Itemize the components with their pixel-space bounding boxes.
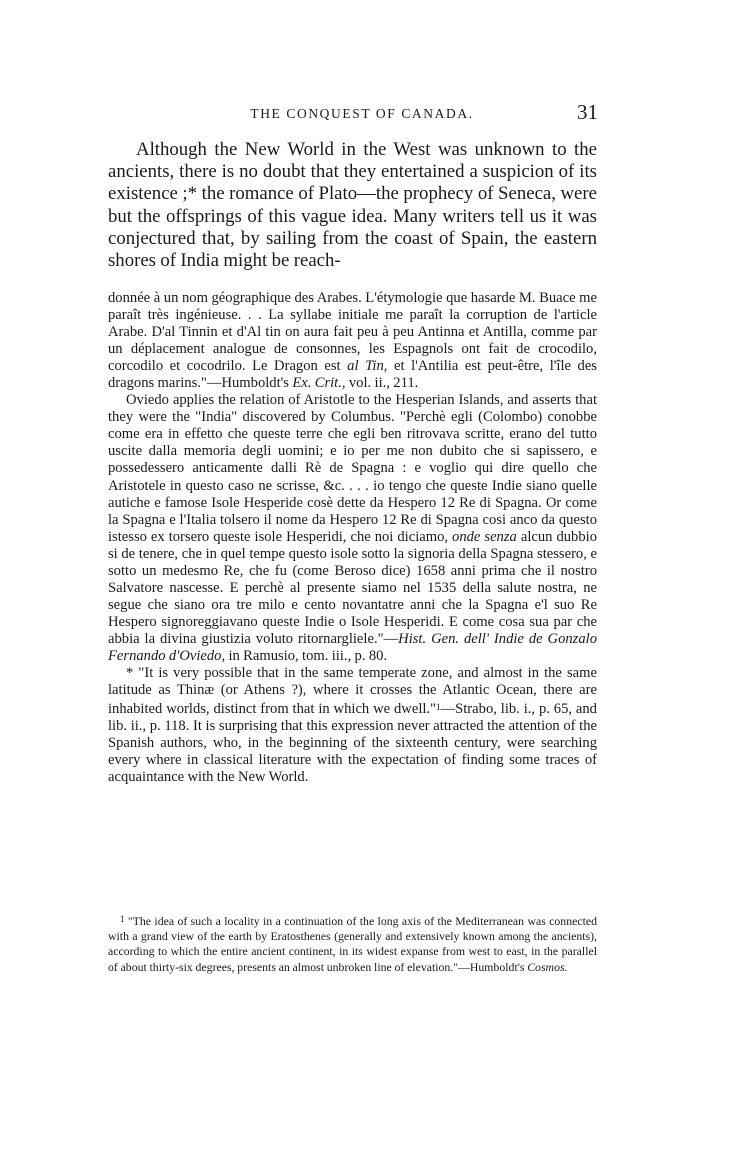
footnote-text: —Strabo, lib. i., p. 65, and lib. ii., p. 118. It is surprising that this expression never attracted the attention of the Spanish authors, who, in the beginning of the sixteenth century, were searching every where in classical literature with the expectation of finding some traces of acquaintance with the New World. — [108, 701, 597, 786]
footnote-italic: al Tin — [347, 358, 384, 375]
footnote-text: , in Ramusio, tom. iii., p. 80. — [221, 647, 388, 664]
footnote-reference-mark: 1 — [436, 702, 441, 713]
footnote-text: Oviedo applies the relation of Aristotle to the Hesperian Islands, and asserts that they were the "India" discovered by Columbus. "Perchè egli (Colombo) conobbe come era in effetto che queste terre che egli ben ritrovava scritte, erano del tutto uscite dalla memoria degli uomini; e io per me non dubito che si sapissero, e possedessero anticamente dalli Rè de Spagna : e voglio qui dire quello che Aristotele in questo caso ne scrisse, &c. . . . io tengo che queste Indie siano quelle autiche e famose Isole Hesperide cosè dette da Hespero 12 Re di Spagna. Or come la Spagna e l'Italia tolsero il nome da Hespero 12 Re di Spagna cosi anco da questo istesso ex torsero queste isole Hesperidi, che noi diciamo, — [108, 392, 597, 545]
footnote-continuation — [108, 290, 597, 392]
sub-footnote — [108, 912, 597, 975]
footnote-italic: onde senza — [452, 528, 517, 545]
footnote-oviedo — [108, 392, 597, 665]
main-text — [108, 139, 597, 272]
footnotes — [108, 290, 597, 786]
footnote-text: donnée à un nom géographique des Arabes. L'étymologie que hasarde M. Buace me paraît très ingénieuse. . . La syllabe initiale me paraît la corruption de l'article Arabe. D'al Tinnin et d'Al tin on aura fait peu à peu Antinna et Antilla, comme par un déplacement analogue de consonnes, les Espagnols ont fait de crocodilo, corcodilo et cocodrilo. Le Dragon est — [108, 290, 597, 375]
sub-footnote-paragraph — [108, 912, 597, 975]
footnote-text: , et l'Antilia est peut-être, l'île des dragons marins."—Humboldt's — [108, 358, 597, 392]
footnote-citation-title: Ex. Crit. — [292, 375, 342, 392]
footnote-strabo — [108, 665, 597, 786]
sub-footnote-citation-title: Cosmos. — [527, 959, 568, 974]
footnote-text: , vol. ii., 211. — [341, 375, 419, 392]
sub-footnote-text: "The idea of such a locality in a continuation of the long axis of the Mediterranean was connected with a grand view of the earth by Eratosthenes (generally and extensively known among the ancients), according to which the entire ancient continent, in its widest expanse from west to east, in the parallel of about thirty-six degrees, presents an almost unbroken line of elevation."—Humboldt's — [108, 914, 597, 974]
sub-footnote-mark: 1 — [120, 914, 125, 924]
footnote-citation-title: Hist. Gen. dell' Indie de Gonzalo Fernando d'Oviedo — [108, 630, 597, 664]
page-number: 31 — [577, 100, 598, 124]
page-header — [108, 100, 598, 130]
footnote-text: alcun dubbio si de tenere, che in quel tempe questo isole sotto la signoria della Spagna stessero, e sotto un medesmo Re, che fu (come Beroso dice) 1658 anni prima che il nostro Salvatore nascesse. E perchè al presente siamo nel 1535 della salute nostra, ne segue che siano ora tre milo e cento novantatre anni che la Spagna e'l suo Re Hespero signoreggiavano queste Indie o Isole Hesperidi. E come cosa sua par che abbia la divina giustizia voluto ritornargliele."— — [108, 528, 597, 647]
footnote-text: * "It is very possible that in the same temperate zone, and almost in the same latitude as Thinæ (or Athens ?), where it crosses the Atlantic Ocean, there are inhabited worlds, distinct from that in which we dwell." — [108, 665, 597, 718]
running-title: THE CONQUEST OF CANADA. — [250, 106, 474, 121]
main-paragraph: Although the New World in the West was unknown to the ancients, there is no doubt that they entertained a suspicion of its existence ;* the romance of Plato—the prophecy of Seneca, were but the offsprings of this vague idea. Many writers tell us it was conjectured that, by sailing from the coast of Spain, the eastern shores of India might be reach- — [108, 139, 597, 272]
